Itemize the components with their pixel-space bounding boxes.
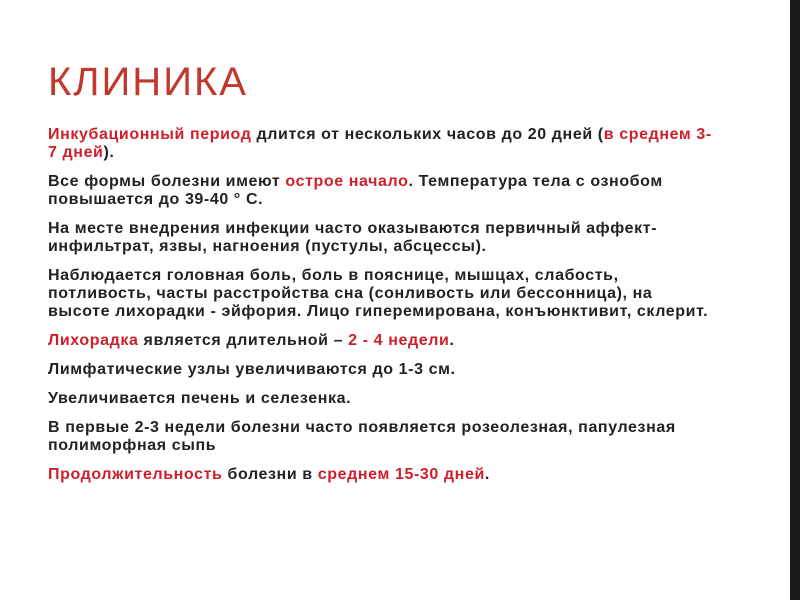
paragraph-fever xyxy=(48,332,718,350)
paragraph-onset xyxy=(48,173,718,209)
text-run: среднем 15-30 дней xyxy=(317,466,485,483)
text-run: Инкубационный период xyxy=(48,126,252,143)
text-run: острое начало xyxy=(285,173,409,190)
text-run: Наблюдается головная боль, боль в пояснице, мышцах, слабость, потливость, часты расстройства сна (сонливость или бессонница), на высоте лихорадки - эйфория. Лицо гиперемирована, конъюнктивит, склерит. xyxy=(48,267,709,320)
text-run: Лимфатические узлы увеличиваются до 1-3 см. xyxy=(48,361,456,378)
text-run: . Температура тела с ознобом повышается до 39-40 ° С. xyxy=(48,173,663,208)
paragraph-lymph-nodes xyxy=(48,361,718,379)
text-run: длится от нескольких часов до 20 дней ( xyxy=(251,126,604,143)
decorative-side-bar xyxy=(790,0,800,600)
slide-title: КЛИНИКА xyxy=(48,60,248,104)
text-run: В первые 2-3 недели болезни часто появляется розеолезная, папулезная полиморфная сыпь xyxy=(48,419,676,454)
text-run: в среднем 3-7 дней xyxy=(48,126,712,161)
text-run: Все формы болезни имеют xyxy=(48,173,286,190)
text-run: 2 - 4 недели xyxy=(348,332,450,349)
text-run: . xyxy=(484,466,490,483)
paragraph-duration xyxy=(48,466,718,484)
slide-body xyxy=(48,126,718,495)
text-run: Увеличивается печень и селезенка. xyxy=(48,390,352,407)
text-run: На месте внедрения инфекции часто оказываются первичный аффект-инфильтрат, язвы, нагноения (пустулы, абсцессы). xyxy=(48,220,658,255)
text-run: . xyxy=(449,332,455,349)
text-run: Лихорадка xyxy=(48,332,139,349)
text-run: болезни в xyxy=(222,466,318,483)
text-run: ). xyxy=(103,144,115,161)
paragraph-rash xyxy=(48,419,718,455)
paragraph-liver-spleen xyxy=(48,390,718,408)
paragraph-infection-site xyxy=(48,220,718,256)
paragraph-incubation xyxy=(48,126,718,162)
text-run: является длительной – xyxy=(138,332,349,349)
text-run: Продолжительность xyxy=(48,466,223,483)
paragraph-symptoms xyxy=(48,267,718,321)
